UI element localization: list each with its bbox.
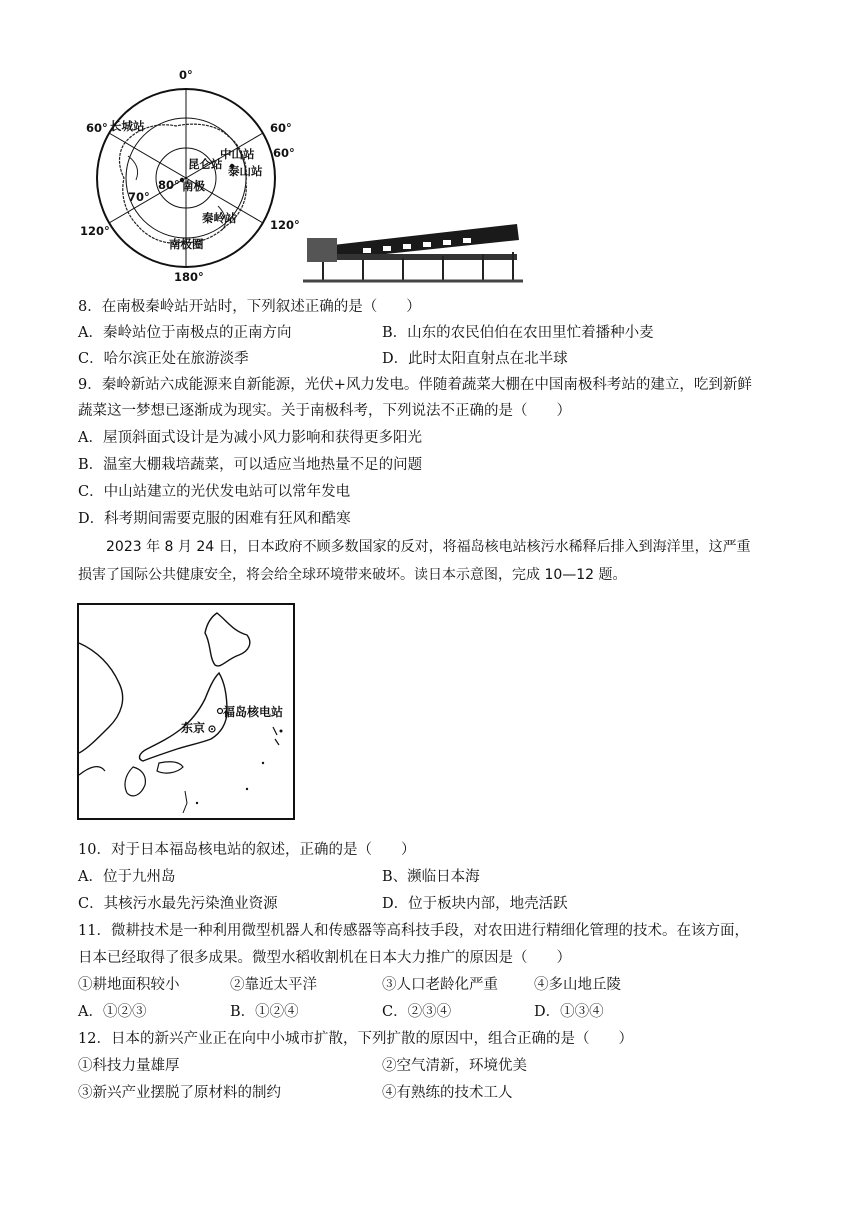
question-10-stem: 10．对于日本福岛核电站的叙述，正确的是（ ） bbox=[78, 842, 416, 858]
question-8-option-c: C．哈尔滨正处在旅游淡季 bbox=[78, 351, 249, 367]
question-9-option-a: A．屋顶斜面式设计是为减小风力影响和获得更多阳光 bbox=[78, 430, 422, 446]
qinling-station-photo bbox=[303, 218, 523, 284]
station-qinling-label: 秦岭站 bbox=[202, 211, 237, 225]
meridian-0-label: 0° bbox=[179, 68, 193, 82]
question-12-choice-1: ①科技力量雄厚 bbox=[78, 1058, 180, 1074]
question-11-choice-2: ②靠近太平洋 bbox=[230, 977, 317, 993]
meridian-60e-inner-label: 60° bbox=[273, 146, 295, 160]
station-changcheng-label: 长城站 bbox=[110, 119, 145, 133]
question-9-stem-line2: 蔬菜这一梦想已逐渐成为现实。关于南极科考，下列说法不正确的是（ ） bbox=[78, 403, 571, 419]
passage-line2: 损害了国际公共健康安全，将会给全球环境带来破坏。读日本示意图，完成 10—12 题。 bbox=[78, 567, 627, 583]
question-8-option-b: B．山东的农民伯伯在农田里忙着播种小麦 bbox=[382, 325, 654, 341]
station-taishan-label: 泰山站 bbox=[228, 164, 263, 178]
question-12-choice-3: ③新兴产业摆脱了原材料的制约 bbox=[78, 1085, 281, 1101]
question-11-choice-1: ①耕地面积较小 bbox=[78, 977, 180, 993]
antarctic-map-figure bbox=[78, 66, 308, 286]
fukushima-plant-label: 福岛核电站 bbox=[223, 705, 284, 719]
japan-map-figure bbox=[77, 603, 297, 821]
meridian-120w-label: 120° bbox=[80, 224, 110, 238]
question-9-option-b: B．温室大棚栽培蔬菜，可以适应当地热量不足的问题 bbox=[78, 457, 423, 473]
station-kunlun-label: 昆仑站 bbox=[188, 157, 223, 171]
passage-line1: 2023 年 8 月 24 日，日本政府不顾多数国家的反对，将福岛核电站核污水稀释后排入到海洋里，这严重 bbox=[106, 539, 751, 555]
meridian-180-label: 180° bbox=[174, 270, 204, 284]
antarctic-circle-label: 南极圈 bbox=[169, 237, 204, 251]
question-10-option-b: B、濒临日本海 bbox=[382, 869, 480, 885]
meridian-60e-label: 60° bbox=[270, 121, 292, 135]
station-zhongshan-label: 中山站 bbox=[220, 147, 255, 161]
antarctic-map bbox=[78, 66, 308, 286]
tokyo-label: 东京 bbox=[181, 721, 206, 735]
question-11-choice-4: ④多山地丘陵 bbox=[534, 977, 621, 993]
south-pole-label: 南极 bbox=[182, 179, 205, 193]
question-11-stem-line1: 11．微耕技术是一种利用微型机器人和传感器等高科技手段，对农田进行精细化管理的技术。在该方面， bbox=[78, 923, 749, 939]
question-12-choice-2: ②空气清新，环境优美 bbox=[382, 1058, 527, 1074]
question-11-option-c: C．②③④ bbox=[382, 1004, 452, 1020]
question-12-stem: 12．日本的新兴产业正在向中小城市扩散，下列扩散的原因中，组合正确的是（ ） bbox=[78, 1031, 633, 1047]
question-11-option-a: A．①②③ bbox=[78, 1004, 147, 1020]
question-11-option-d: D．①③④ bbox=[534, 1004, 604, 1020]
meridian-60w-label: 60° bbox=[86, 121, 108, 135]
question-12-choice-4: ④有熟练的技术工人 bbox=[382, 1085, 513, 1101]
meridian-120e-label: 120° bbox=[270, 218, 300, 232]
question-8-option-a: A．秦岭站位于南极点的正南方向 bbox=[78, 325, 292, 341]
question-9-stem-line1: 9．秦岭新站六成能源来自新能源，光伏+风力发电。伴随着蔬菜大棚在中国南极科考站的建立，吃到新鲜 bbox=[78, 377, 752, 393]
question-9-option-c: C．中山站建立的光伏发电站可以常年发电 bbox=[78, 484, 351, 500]
question-8-stem: 8．在南极秦岭站开站时，下列叙述正确的是（ ） bbox=[78, 299, 421, 315]
question-8-option-d: D．此时太阳直射点在北半球 bbox=[382, 351, 568, 367]
lat-70-label: 70° bbox=[128, 190, 150, 204]
question-11-option-b: B．①②④ bbox=[230, 1004, 299, 1020]
lat-80-label: 80° bbox=[158, 178, 180, 192]
question-9-option-d: D．科考期间需要克服的困难有狂风和酷寒 bbox=[78, 511, 351, 527]
question-10-option-c: C．其核污水最先污染渔业资源 bbox=[78, 896, 278, 912]
question-10-option-a: A．位于九州岛 bbox=[78, 869, 176, 885]
question-11-stem-line2: 日本已经取得了很多成果。微型水稻收割机在日本大力推广的原因是（ ） bbox=[78, 950, 571, 966]
question-11-choice-3: ③人口老龄化严重 bbox=[382, 977, 498, 993]
question-10-option-d: D．位于板块内部，地壳活跃 bbox=[382, 896, 568, 912]
